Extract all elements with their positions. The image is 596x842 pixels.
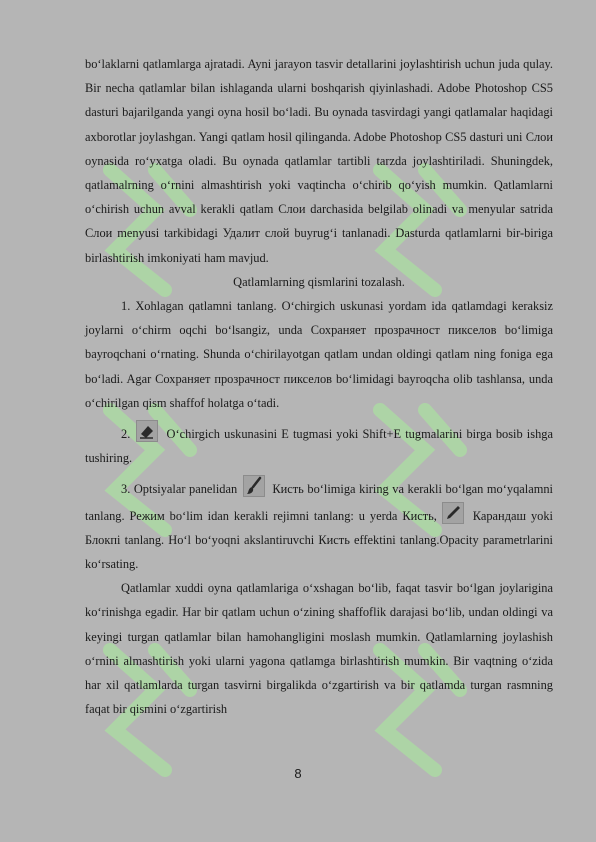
step-3-text-a: 3. Optsiyalar panelidan [121,482,238,497]
body-text [85,52,553,721]
page-number: 8 [294,766,302,781]
pencil-icon [442,502,464,524]
step-3-text-b: Кисть bo‘limiga kiring va kerakli bo‘lgan mo‘yqalamni tanlang. Режим bo‘lim idan kerakli rejimni tanlang: u yerda Кисть, [85,482,553,523]
paragraph-layers-transparency: Qatlamlar xuddi oyna qatlamlariga o‘xshagan bo‘lib, faqat tasvir bo‘lgan joylarigina ko‘rinishga egadir. Har bir qatlam uchun o‘zining shaffoflik darajasi bo‘lib, undan oldingi va keyingi turgan qatlamlar bilan hamohangligini moslash mumkin. Qatlamlarning joylashish o‘rnini almashtirish yoki ularni yagona qatlamga birlashtirish mumkin. Bir vaqtning o‘zida har xil qatlamlarda turgan tasvirni birgalikda o‘zgartirish va bir qatlamda turgan rasmning faqat bir qismini o‘zgartirish [85,581,553,717]
eraser-icon [136,420,158,442]
step-number: 2. [121,427,131,442]
step-2-text: O‘chirgich uskunasini E tugmasi yoki Shift+E tugmalarini birga bosib ishga tushiring. [85,427,553,466]
paragraph-step-2 [85,420,553,470]
paragraph-layers-intro: bo‘laklarni qatlamlarga ajratadi. Ayni jarayon tasvir detallarini joylashtirish uchun juda qulay. Bir necha qatlamlar bilan ishlaganda ularni boshqarish qiyinlashadi. Adobe Photoshop CS5 dasturi bajarilganda yangi oyna hosil bo‘ladi. Bu oynada tasvirdagi yangi qatlamalar haqidagi axborotlar joylashgan. Yangi qatlam hosil qilinganda. Adobe Photoshop CS5 dasturi uni Слои oynasida ro‘yxatga oladi. Bu oynada qatlamlar tartibli tarzda joylashtiriladi. Shuningdek, qatlamalrning o‘rnini almashtirish yoki vaqtincha o‘chirib qo‘yish mumkin. Qatlamlarni o‘chirish uchun avval kerakli qatlam Слои darchasida belgilab olinadi va menyular satrida Слои menyusi tarkibidagi Удалит слой buyrug‘i tanlanadi. Dasturda qatlamlarni bir-biriga birlashtirish imkoniyati ham mavjud. [85,57,553,265]
paragraph-step-1: 1. Xohlagan qatlamni tanlang. O‘chirgich uskunasi yordam ida qatlamdagi keraksiz joylarni o‘chirm oqchi bo‘lsangiz, unda Сохраняет прозрачност пикселов bo‘limiga bayroqchani o‘rnating. Shunda o‘chirilayotgan qatlam undan oldingi qatlam ning foniga ega bo‘ladi. Agar Сохраняет прозрачност пикселов bo‘limidagi bayroqcha olib tashlansa, unda o‘chirilgan qism shaffof holatga o‘tadi. [85,299,553,410]
paragraph-step-3 [85,475,553,576]
section-heading: Qatlamlarning qismlarini tozalash. [233,274,405,289]
step-3-text-c: Карандаш yoki Блокпі tanlang. Ho‘l bo‘yoqni akslantiruvchi Кисть effektini tanlang.Opacity parametrlarini ko‘rsating. [85,508,553,572]
brush-icon [243,475,265,497]
